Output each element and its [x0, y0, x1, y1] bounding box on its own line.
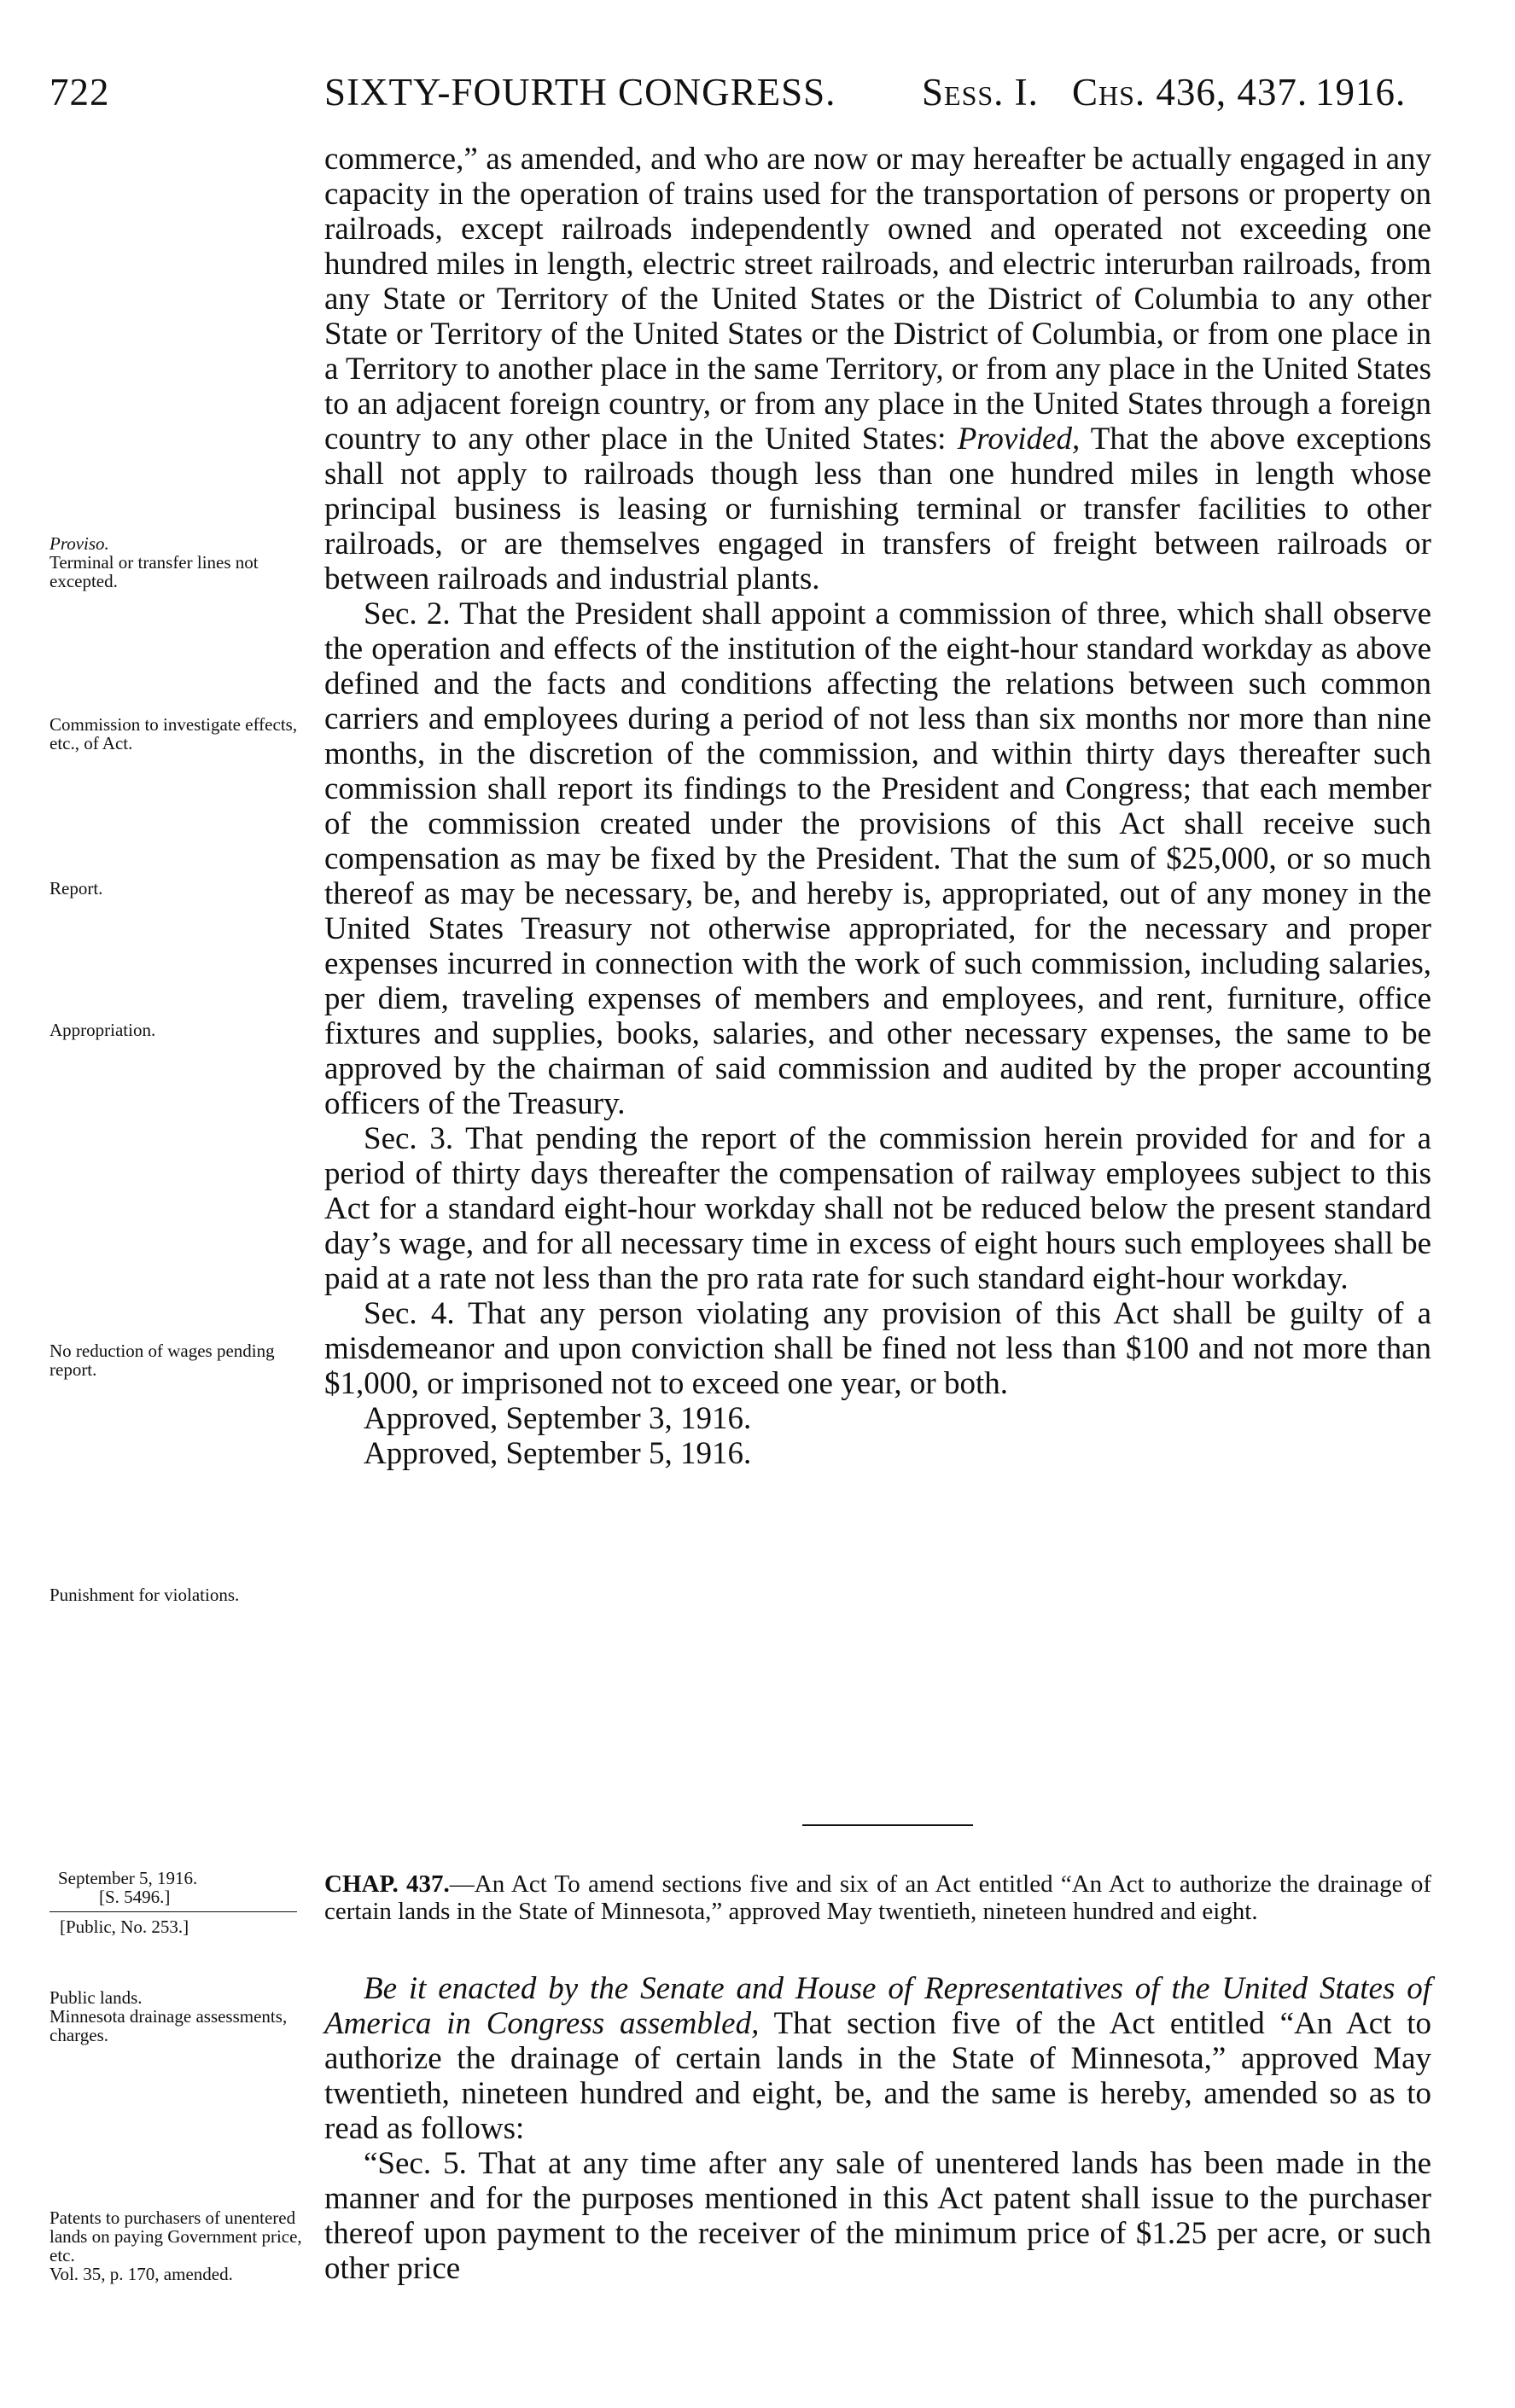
chapter-label: CHAP. 437. — [324, 1870, 450, 1898]
margin-no-reduction: No reduction of wages pending report. — [50, 1341, 275, 1380]
chapter-title: CHAP. 437.—An Act To amend sections five and six of an Act entitled “An Act to authorize the drainage of certain lands in the State of Minnesota,” approved May twentieth, nineteen hundred and eight. — [324, 1870, 1431, 1925]
enacting-clause: Be it enacted by the Senate and House of Representatives of the United States of America in Congress assembled, — [324, 1971, 1431, 2041]
margin-public-lands: Public lands. Minnesota drainage assessments, charges. — [50, 1987, 288, 2045]
margin-patents: Patents to purchasers of unentered lands on paying Government price, etc. Vol. 35, p. 170, amended. — [50, 2207, 302, 2284]
margin-proviso: Proviso. Terminal or transfer lines not excepted. — [50, 533, 259, 591]
provided-word: Provided, — [957, 422, 1081, 457]
page-number: 722 — [50, 71, 110, 113]
main-text — [324, 142, 1431, 1471]
margin-report: Report. — [50, 878, 103, 899]
approved-line-2: Approved, September 5, 1916. — [364, 1436, 752, 1471]
running-header — [50, 70, 1432, 130]
section-2: Sec. 2. That the President shall appoint a commission of three, which shall observe the operation and effects of the institution of the eight-hour standard workday as above defined and the facts and conditions affecting the relations between such common carriers and employees during a period of not less than six months nor more than nine months, in the discretion of the commission, and within thirty days thereafter such commission shall report its findings to the President and Congress; that each member of the commission created under the provisions of this Act shall receive such compensation as may be fixed by the President. That the sum of $25,000, or so much thereof as may be necessary, be, and hereby is, appropriated, out of any money in the United States Treasury not otherwise appropriated, for the necessary and proper expenses incurred in connection with the work of such commission, including salaries, per diem, traveling expenses of members and employees, and rent, furniture, office fixtures and supplies, books, salaries, and other necessary expenses, the same to be approved by the chairman of said commission and audited by the proper accounting officers of the Treasury. — [324, 596, 1431, 1121]
margin-commission: Commission to investigate effects, etc., of Act. — [50, 714, 298, 753]
chapter-public-no: [Public, No. 253.] — [60, 1917, 189, 1937]
margin-appropriation: Appropriation. — [50, 1020, 156, 1040]
chapter-body — [324, 1971, 1431, 2286]
section-divider — [802, 1824, 973, 1826]
paragraph-commerce: commerce,” as amended, and who are now or may hereafter be actually engaged in any capacity in the operation of trains used for the transportation of persons or property on railroads, except railroads independently owned and operated not exceeding one hundred miles in length, electric street railroads, and electric interurban railroads, from any State or Territory of the United States or the District of Columbia to any other State or Territory of the United States or the District of Columbia, or from one place in a Territory to another place in the same Territory, or from any place in the United States to an adjacent foreign country, or from any place in the United States through a foreign country to any other place in the United States: Provided, That the above exceptions shall not apply to railroads though less than one hundred miles in length whose principal business is leasing or furnishing terminal or transfer facilities to other railroads, or are themselves engaged in transfers of freight between railroads or between railroads and industrial plants. — [324, 142, 1432, 596]
header-session: Sess. I. — [922, 71, 1039, 113]
approved-line-1: Approved, September 3, 1916. — [364, 1401, 752, 1436]
header-title: SIXTY-FOURTH CONGRESS. — [324, 71, 836, 113]
header-chapters: Chs. 436, 437. — [1072, 71, 1308, 113]
chapter-date: September 5, 1916. — [58, 1868, 198, 1888]
chapter-margin-dates — [50, 1869, 323, 1936]
margin-punishment: Punishment for violations. — [50, 1585, 240, 1605]
section-5-amended: “Sec. 5. That at any time after any sale of unentered lands has been made in the manner and for the purposes mentioned in this Act patent shall issue to the purchaser thereof upon payment to the receiver of the minimum price of $1.25 per acre, or such other price — [324, 2146, 1431, 2286]
section-3: Sec. 3. That pending the report of the commission herein provided for and for a period of thirty days thereafter the compensation of railway employees subject to this Act for a standard eight-hour workday shall not be reduced below the present standard day’s wage, and for all necessary time in excess of eight hours such employees shall be paid at a rate not less than the pro rata rate for such standard eight-hour workday. — [324, 1121, 1431, 1296]
chapter-bill: [S. 5496.] — [99, 1887, 171, 1907]
header-year: 1916. — [1315, 71, 1407, 113]
section-4: Sec. 4. That any person violating any provision of this Act shall be guilty of a misdemeanor and upon conviction shall be fined not less than $100 and not more than $1,000, or imprisoned not to exceed one year, or both. — [324, 1296, 1431, 1401]
margin-rule — [50, 1911, 297, 1912]
enacting-paragraph: Be it enacted by the Senate and House of Representatives of the United States of America in Congress assembled, That section five of the Act entitled “An Act to authorize the drainage of certain lands in the State of Minnesota,” approved May twentieth, nineteen hundred and eight, be, and the same is hereby, amended so as to read as follows: — [324, 1971, 1431, 2146]
